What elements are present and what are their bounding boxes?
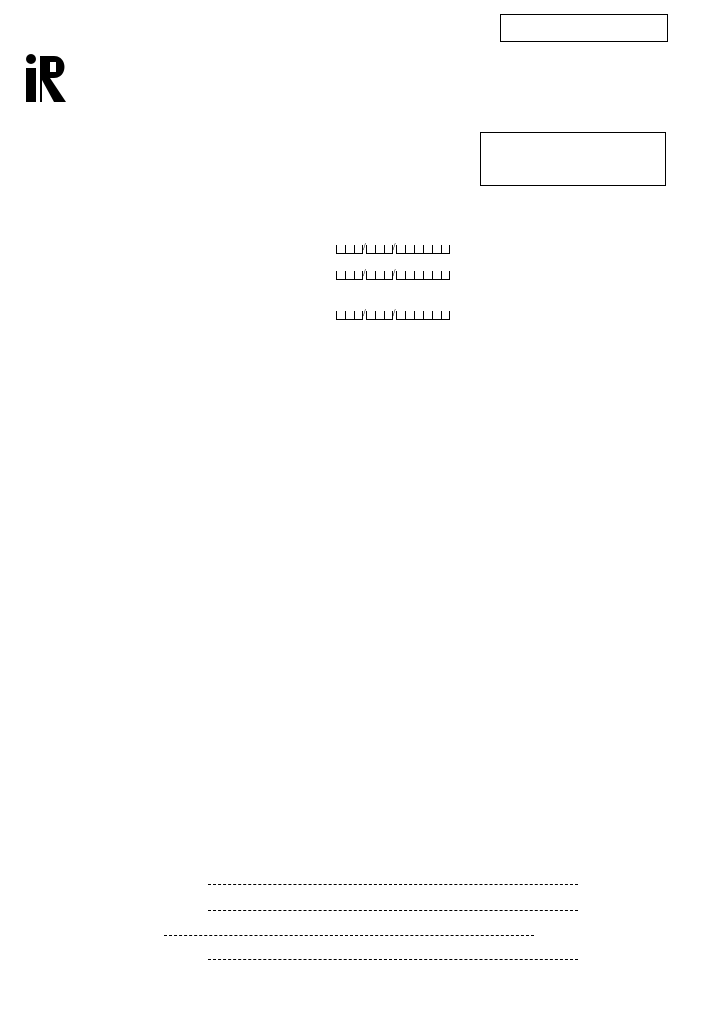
signature-line[interactable] [204,873,578,885]
borrower-name-line[interactable] [204,899,578,911]
q3-date-boxes[interactable]: / / [336,308,450,320]
q2-date-boxes[interactable]: / / [336,268,450,280]
duplicate-box [500,14,668,42]
official-use-box [480,132,666,186]
telephone-line[interactable] [160,924,534,936]
q1-date-boxes[interactable]: / / [336,242,450,254]
date-line[interactable] [204,948,578,960]
ird-logo [22,52,70,104]
